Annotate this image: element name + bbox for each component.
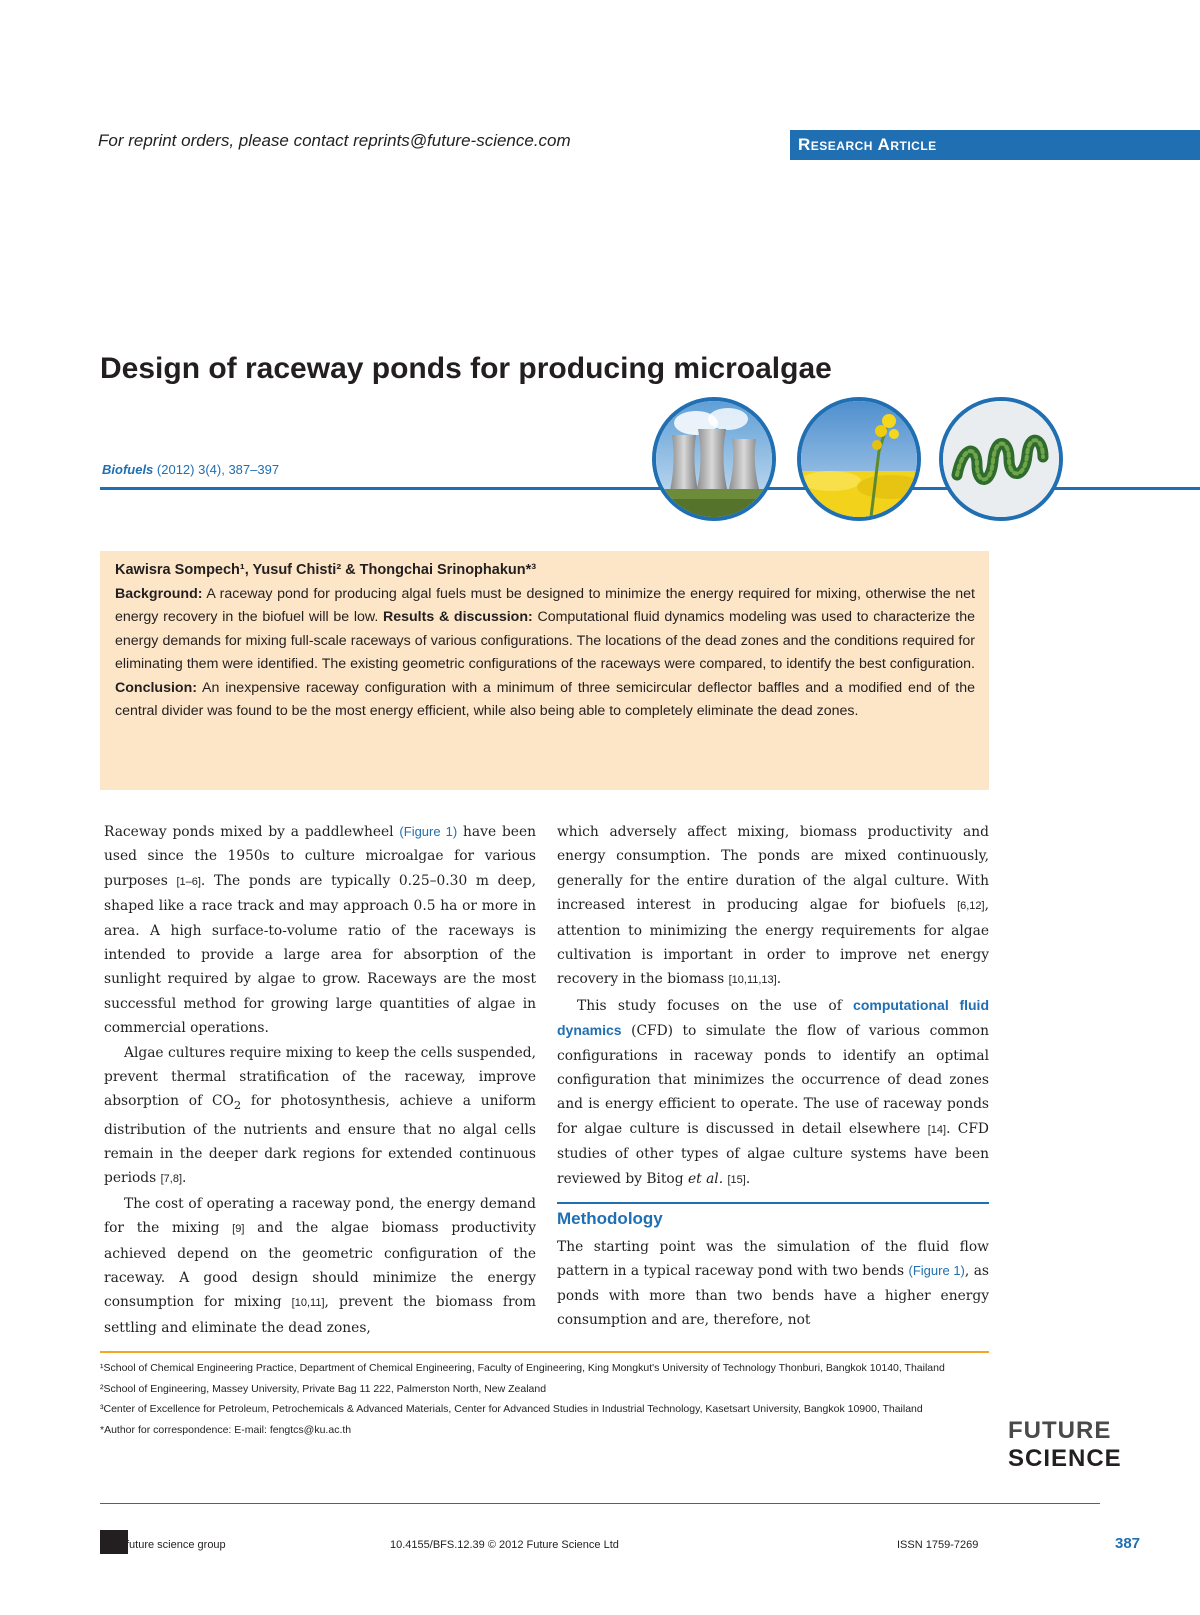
reference-link[interactable]: [10,11] [291,1297,325,1310]
publisher-logo-icon [100,1530,128,1554]
spirulina-spiral-photo [939,397,1063,521]
reference-link[interactable]: [10,11,13] [728,974,777,987]
reference-link[interactable]: [15] [727,1173,746,1186]
footer-rule [100,1503,1100,1504]
background-text: A raceway pond for producing algal fuels must be designed to minimize the energy required for mixing, otherwise the net energy recovery in the biofuel will be low. [115,585,975,625]
body-column-left [104,820,536,1340]
correspondence: *Author for correspondence: E-mail: fengtcs@ku.ac.th [100,1423,352,1436]
methodology-text [557,1235,989,1333]
doi-copyright: 10.4155/BFS.12.39 © 2012 Future Science Ltd [390,1539,619,1551]
reference-link[interactable]: [1–6] [176,875,201,888]
results-label: Results & discussion: [382,609,533,625]
journal-name: Biofuels [102,462,154,477]
figure-link[interactable]: (Figure 1) [908,1263,965,1279]
paragraph: This study focuses on the use of computational fluid dynamics (CFD) to simulate the flow of various common configurations in raceway ponds to identify an optimal configuration that minimizes the occurrence of dead zones and is energy efficient to operate. The use of raceway ponds for algae culture is discussed in detail elsewhere [14]. CFD studies of other types of algae culture systems have been reviewed by Bitog et al. [15]. [557,996,989,1187]
reference-link[interactable]: [14] [927,1123,947,1136]
rapeseed-flower-photo [797,397,921,521]
conclusion-label: Conclusion: [115,679,197,696]
abstract-text [115,583,975,724]
results-text: Computational fluid dynamics modeling was used to characterize the energy demands for mixing full-scale raceways of various configurations. The locations of the dead zones and the conditions required for eliminating them were identified. The existing geometric configurations of the raceways were compared, to identify the best configuration. [115,609,975,672]
future-science-logo: FUTURE SCIENCE [1008,1417,1122,1472]
issn: ISSN 1759-7269 [897,1539,979,1551]
cooling-towers-photo [652,397,776,521]
section-heading-methodology: Methodology [557,1209,663,1228]
affiliations [100,1358,960,1440]
keyword-link[interactable]: computational fluid dynamics [557,996,989,1039]
paragraph: which adversely affect mixing, biomass productivity and energy consumption. The ponds are mixed continuously, generally for the entire duration of the algal culture. With increased interest in producing algae for biofuels [6,12], attention to minimizing the energy requirements for algae cultivation is important in order to improve net energy recovery in the biomass [10,11,13]. [557,824,989,988]
affiliation-rule [100,1351,989,1353]
paragraph: Raceway ponds mixed by a paddlewheel (Figure 1) have been used since the 1950s to culture microalgae for various purposes [1–6]. The ponds are typically 0.25–0.30 m deep, shaped like a race track and may approach 0.5 ha or more in area. A high surface-to-volume ratio of the raceways is intended to provide a large area for absorption of the sunlight required by algae to grow. Raceways are the most successful method for growing large quantities of algae in commercial operations. [104,824,536,1037]
article-title: Design of raceway ponds for producing microalgae [100,352,832,385]
reference-link[interactable]: [9] [232,1223,245,1236]
paragraph: The cost of operating a raceway pond, the energy demand for the mixing [9] and the algae biomass productivity achieved depend on the geometric configuration of the raceway. A good design should minimize the energy consumption for mixing [10,11], prevent the biomass from settling and eliminate the dead zones, [104,1195,537,1336]
affiliation-2: ²School of Engineering, Massey University, Private Bag 11 222, Palmerston North, New Zealand [100,1382,547,1395]
paragraph: Algae cultures require mixing to keep the cells suspended, prevent thermal stratification of the raceway, improve absorption of $CO_2$ for photosynthesis, achieve a uniform distribution of the nutrients and ensure that no algal cells remain in the deeper dark regions for extended continuous periods [7,8]. [104,1044,536,1187]
reference-link[interactable]: [7,8] [160,1173,183,1186]
reference-link[interactable]: [6,12] [957,900,985,913]
body-column-right [557,820,989,1192]
publisher-group: future science group [126,1539,226,1551]
conclusion-text: An inexpensive raceway configuration with a minimum of three semicircular deflector baffles and a modified end of the central divider was found to be the most energy efficient, while also being able to completely eliminate the dead zones. [115,679,975,719]
author-list: Kawisra Sompech¹, Yusuf Chisti² & Thongchai Srinophakun*³ [115,562,537,578]
journal-volume: (2012) 3(4), 387–397 [153,462,280,477]
article-type-badge: Research Article [790,130,1200,160]
abstract-box [100,551,989,790]
affiliation-1: ¹School of Chemical Engineering Practice, Department of Chemical Engineering, Faculty of Engineering, King Mongkut's University of Technology Thonburi, Bangkok 10140, Thailand [100,1362,945,1374]
section-rule [557,1202,989,1204]
paragraph: The starting point was the simulation of the fluid flow pattern in a typical raceway pond with two bends (Figure 1), as ponds with more than two bends have a higher energy consumption and are, therefore, not [557,1239,989,1329]
reprint-notice: For reprint orders, please contact reprints@future-science.com [98,131,571,150]
background-label: Background: [115,585,203,602]
journal-citation [102,462,279,477]
affiliation-3: ³Center of Excellence for Petroleum, Petrochemicals & Advanced Materials, Center for Advanced Studies in Industrial Technology, Kasetsart University, Bangkok 10900, Thailand [100,1403,923,1415]
figure-link[interactable]: (Figure 1) [399,824,458,839]
page-number: 387 [1115,1535,1141,1552]
